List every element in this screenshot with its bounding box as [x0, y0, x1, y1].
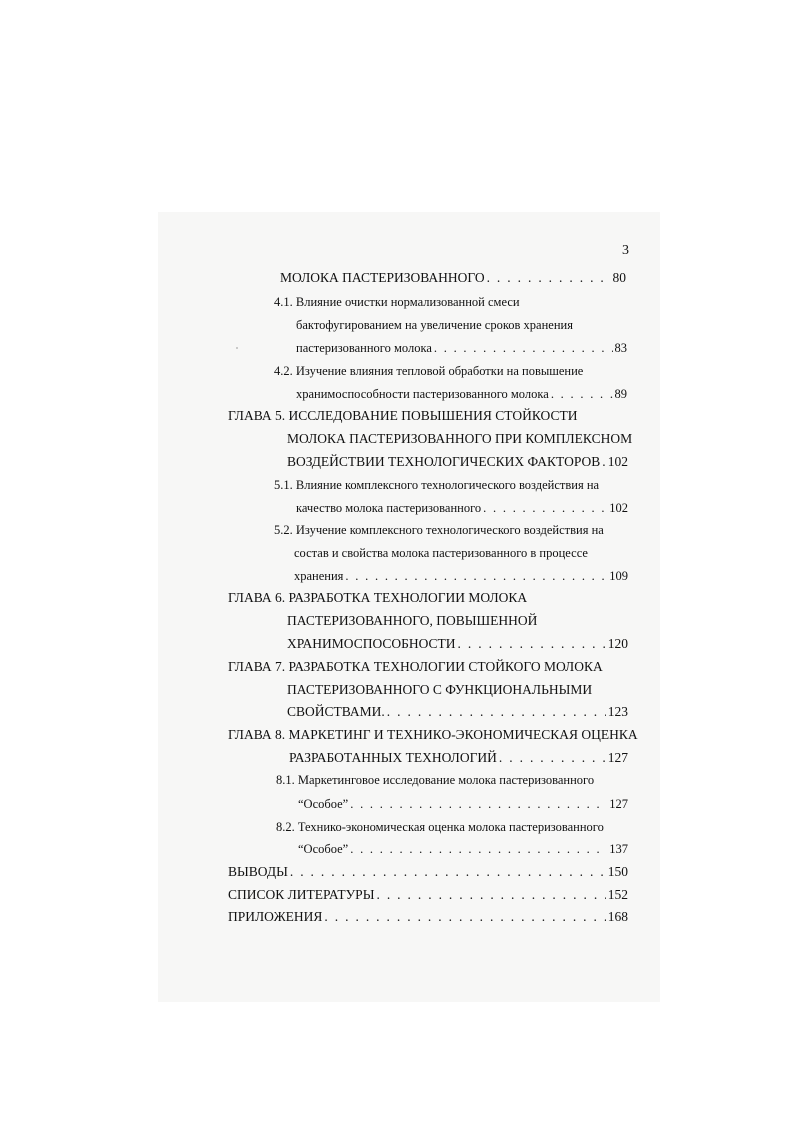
toc-entry — [298, 795, 628, 813]
toc-entry: бактофугированием на увеличение сроков хранения — [296, 318, 573, 332]
toc-entry-title: СВОЙСТВАМИ. — [287, 704, 385, 719]
toc-entry — [280, 269, 626, 287]
page-number: 3 — [622, 243, 629, 258]
toc-entry-page: 120 — [607, 636, 628, 651]
toc-chapter: ГЛАВА 6. РАЗРАБОТКА ТЕХНОЛОГИИ МОЛОКА — [228, 590, 528, 605]
toc-entry-page: 137 — [609, 842, 628, 856]
toc-chapter: ГЛАВА 5. ИССЛЕДОВАНИЕ ПОВЫШЕНИЯ СТОЙКОСТИ — [228, 408, 578, 423]
toc-entry-title: СПИСОК ЛИТЕРАТУРЫ — [228, 887, 375, 902]
toc-entry-title: хранения — [294, 569, 344, 583]
toc-chapter — [228, 863, 628, 881]
toc-entry — [287, 635, 628, 653]
toc-entry-title: пастеризованного молока — [296, 341, 432, 355]
toc-entry: ПАСТЕРИЗОВАННОГО С ФУНКЦИОНАЛЬНЫМИ — [287, 682, 593, 697]
toc-entry — [294, 567, 628, 585]
toc-entry — [296, 499, 628, 517]
toc-entry-title: ВЫВОДЫ — [228, 864, 288, 879]
toc-entry — [298, 840, 628, 858]
toc-entry: 8.1. Маркетинговое исследование молока пастеризованного — [276, 773, 595, 787]
toc-entry: 5.2. Изучение комплексного технологического воздействия на — [274, 523, 604, 537]
toc-entry-page: 150 — [607, 864, 628, 879]
toc-entry-title: МОЛОКА ПАСТЕРИЗОВАННОГО — [280, 270, 485, 285]
toc-entry: 8.2. Технико-экономическая оценка молока пастеризованного — [276, 820, 604, 834]
toc-entry-title: ХРАНИМОСПОСОБНОСТИ — [287, 636, 456, 651]
toc-entry-page: 109 — [609, 569, 628, 583]
toc-entry-page: 89 — [614, 387, 627, 401]
toc-entry: ПАСТЕРИЗОВАННОГО, ПОВЫШЕННОЙ — [287, 613, 538, 628]
toc-entry-page: 152 — [607, 887, 628, 902]
toc-entry-page: 83 — [614, 341, 627, 355]
toc-entry-title: “Особое” — [298, 842, 349, 856]
toc-entry-title: хранимоспособности пастеризованного молока — [296, 387, 549, 401]
toc-entry-page: 127 — [609, 797, 628, 811]
toc-entry — [287, 453, 628, 471]
toc-entry: МОЛОКА ПАСТЕРИЗОВАННОГО ПРИ КОМПЛЕКСНОМ — [287, 431, 633, 446]
toc-entry-page: 102 — [609, 501, 628, 515]
toc-entry: 4.1. Влияние очистки нормализованной смеси — [274, 295, 520, 309]
toc-chapter — [228, 908, 628, 926]
toc-entry-page: 123 — [607, 704, 628, 719]
toc-entry — [296, 339, 627, 357]
toc-entry — [287, 703, 628, 721]
toc-entry-page: 102 — [607, 454, 628, 469]
toc-entry-title: ПРИЛОЖЕНИЯ — [228, 909, 323, 924]
toc-entry — [296, 385, 627, 403]
toc-entry-page: 127 — [607, 750, 628, 765]
toc-entry-page: 80 — [612, 270, 626, 285]
toc-chapter: ГЛАВА 7. РАЗРАБОТКА ТЕХНОЛОГИИ СТОЙКОГО МОЛОКА — [228, 659, 603, 674]
toc-entry: 4.2. Изучение влияния тепловой обработки на повышение — [274, 364, 584, 378]
toc-entry-title: ВОЗДЕЙСТВИИ ТЕХНОЛОГИЧЕСКИХ ФАКТОРОВ — [287, 454, 601, 469]
scan-speck — [236, 347, 238, 349]
toc-entry — [289, 749, 628, 767]
toc-entry-title: РАЗРАБОТАННЫХ ТЕХНОЛОГИЙ — [289, 750, 497, 765]
toc-entry: состав и свойства молока пастеризованного в процессе — [294, 546, 588, 560]
toc-entry-page: 168 — [607, 909, 628, 924]
toc-entry-title: “Особое” — [298, 797, 349, 811]
toc-entry: 5.1. Влияние комплексного технологического воздействия на — [274, 478, 600, 492]
toc-entry-title: качество молока пастеризованного — [296, 501, 482, 515]
toc-chapter: ГЛАВА 8. МАРКЕТИНГ И ТЕХНИКО-ЭКОНОМИЧЕСКАЯ ОЦЕНКА — [228, 727, 638, 742]
toc-chapter — [228, 886, 628, 904]
